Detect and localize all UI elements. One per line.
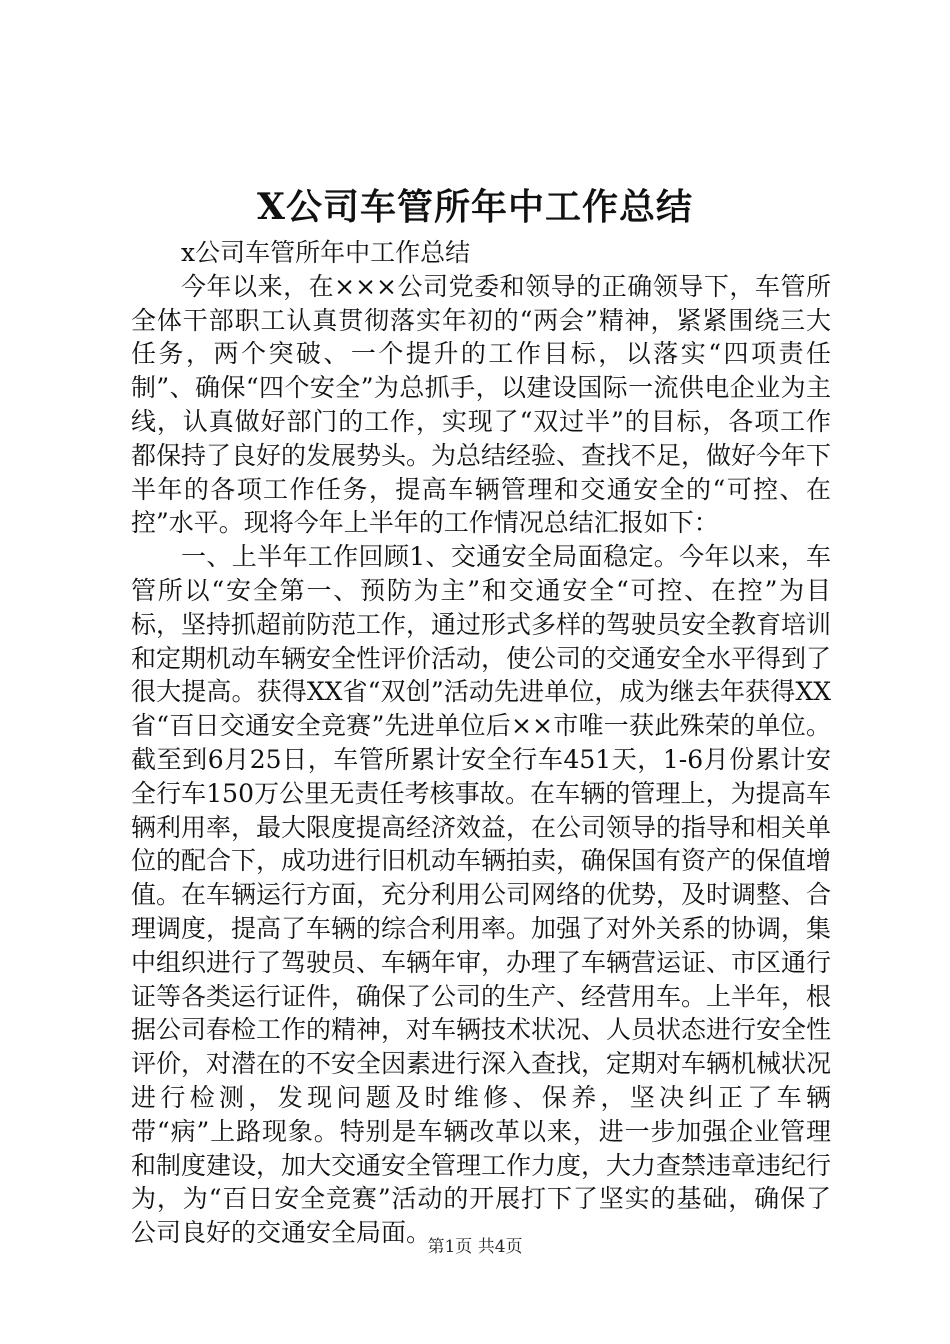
- intro-paragraph: 今年以来，在×××公司党委和领导的正确领导下，车管所全体干部职工认真贯彻落实年初的“两会”精神，紧紧围绕三大任务，两个突破、一个提升的工作目标，以落实“四项责任制”、确保“四个安全”为总抓手，以建设国际一流供电企业为主线，认真做好部门的工作，实现了“双过半”的目标，各项工作都保持了良好的发展势头。为总结经验、查找不足，做好今年下半年的各项工作任务，提高车辆管理和交通安全的“可控、在控”水平。现将今年上半年的工作情况总结汇报如下：: [131, 271, 832, 538]
- document-title: X公司车管所年中工作总结: [257, 186, 693, 228]
- review-paragraph: 一、上半年工作回顾1、交通安全局面稳定。今年以来，车管所以“安全第一、预防为主”和交通安全“可控、在控”为目标，坚持抓超前防范工作，通过形式多样的驾驶员安全教育培训和定期机动车辆安全性评价活动，使公司的交通安全水平得到了很大提高。获得XX省“双创”活动先进单位，成为继去年获得XX省“百日交通安全竞赛”先进单位后××市唯一获此殊荣的单位。截至到6月25日，车管所累计安全行车451天，1-6月份累计安全行车150万公里无责任考核事故。在车辆的管理上，为提高车辆利用率，最大限度提高经济效益，在公司领导的指导和相关单位的配合下，成功进行旧机动车辆拍卖，确保国有资产的保值增值。在车辆运行方面，充分利用公司网络的优势，及时调整、合理调度，提高了车辆的综合利用率。加强了对外关系的协调，集中组织进行了驾驶员、车辆年审，办理了车辆营运证、市区通行证等各类运行证件，确保了公司的生产、经营用车。上半年，根据公司春检工作的精神，对车辆技术状况、人员状态进行安全性评价，对潜在的不安全因素进行深入查找，定期对车辆机械状况进行检测，发现问题及时维修、保养，坚决纠正了车辆带“病”上路现象。特别是车辆改革以来，进一步加强企业管理和制度建设，加大交通安全管理工作力度，大力查禁违章违纪行为，为“百日安全竞赛”活动的开展打下了坚实的基础，确保了公司良好的交通安全局面。: [131, 542, 832, 1248]
- page-footer: 第1页 共4页: [427, 1237, 523, 1257]
- document-body: [131, 236, 831, 1250]
- subtitle-paragraph: x公司车管所年中工作总结: [181, 238, 471, 267]
